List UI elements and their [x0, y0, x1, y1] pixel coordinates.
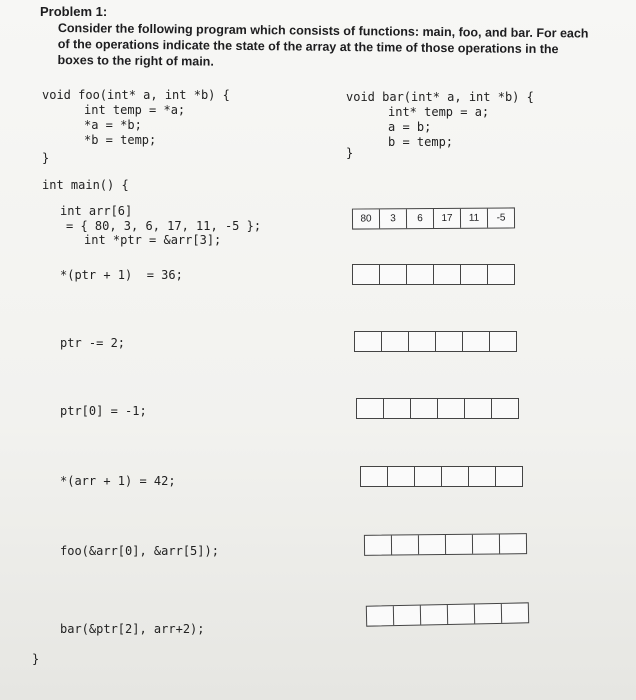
array-cell[interactable] — [473, 534, 500, 553]
array-cell[interactable] — [384, 399, 411, 418]
main-op-2: ptr -= 2; — [60, 336, 126, 350]
main-op-1: *(ptr + 1) = 36; — [60, 268, 183, 282]
array-cell: 6 — [407, 209, 434, 228]
array-answer-boxes-4[interactable] — [360, 466, 523, 487]
foo-close-brace: } — [42, 151, 50, 165]
array-cell[interactable] — [448, 604, 475, 624]
array-cell[interactable] — [353, 265, 380, 284]
main-op-5: foo(&arr[0], &arr[5]); — [60, 544, 219, 558]
array-cell: -5 — [496, 212, 506, 224]
problem-description: Consider the following program which consists of functions: main, foo, and bar. For each of the operations indicate the state of the array at the time of those operations in the boxes to the right of main. — [57, 20, 589, 69]
array-cell[interactable] — [382, 332, 409, 351]
bar-line-2: a = b; — [388, 120, 432, 134]
foo-line-2: *a = *b; — [84, 118, 142, 132]
array-cell[interactable] — [442, 467, 469, 486]
array-cell[interactable] — [409, 332, 436, 351]
array-cell[interactable] — [436, 332, 463, 351]
bar-line-1: int* temp = a; — [388, 105, 490, 119]
array-cell[interactable] — [500, 534, 526, 553]
array-cell[interactable] — [490, 332, 516, 351]
array-cell[interactable] — [392, 535, 419, 554]
array-cell[interactable] — [438, 399, 465, 418]
array-answer-boxes-6[interactable] — [366, 602, 529, 626]
array-cell[interactable] — [380, 265, 407, 284]
array-cell[interactable] — [463, 332, 490, 351]
main-op-3: ptr[0] = -1; — [60, 404, 147, 418]
array-cell[interactable] — [492, 399, 518, 418]
array-cell[interactable] — [446, 535, 473, 554]
array-answer-boxes-1[interactable] — [352, 264, 515, 285]
array-initial-boxes — [352, 207, 515, 229]
foo-line-3: *b = temp; — [84, 133, 157, 147]
array-cell[interactable] — [355, 332, 382, 351]
array-cell[interactable] — [367, 606, 394, 626]
array-cell[interactable] — [502, 603, 528, 623]
main-op-6: bar(&ptr[2], arr+2); — [60, 622, 205, 636]
array-cell[interactable] — [411, 399, 438, 418]
problem-title: Problem 1: — [40, 4, 108, 19]
array-cell: 80 — [353, 209, 380, 228]
main-signature: int main() { — [42, 178, 129, 192]
array-cell[interactable] — [496, 467, 522, 486]
bar-close-brace: } — [346, 146, 354, 160]
array-cell[interactable] — [388, 467, 415, 486]
array-cell[interactable] — [394, 606, 421, 626]
main-close-brace: } — [32, 652, 40, 666]
foo-line-1: int temp = *a; — [84, 103, 186, 117]
array-answer-boxes-2[interactable] — [354, 331, 517, 352]
array-cell[interactable] — [475, 604, 502, 624]
array-cell[interactable] — [415, 467, 442, 486]
array-cell: 17 — [434, 209, 461, 228]
main-decl-3: int *ptr = &arr[3]; — [84, 233, 222, 247]
main-decl-2: = { 80, 3, 6, 17, 11, -5 }; — [66, 219, 262, 233]
array-cell[interactable] — [365, 536, 392, 555]
array-cell[interactable] — [361, 467, 388, 486]
array-cell[interactable] — [407, 265, 434, 284]
array-cell[interactable] — [465, 399, 492, 418]
array-answer-boxes-3[interactable] — [356, 398, 519, 419]
main-decl-1: int arr[6] — [60, 204, 133, 218]
array-cell[interactable] — [421, 605, 448, 625]
bar-signature: void bar(int* a, int *b) { — [346, 90, 534, 104]
array-cell[interactable] — [469, 467, 496, 486]
bar-line-3: b = temp; — [388, 135, 454, 149]
main-op-4: *(arr + 1) = 42; — [60, 474, 176, 488]
array-cell: 3 — [380, 209, 407, 228]
foo-signature: void foo(int* a, int *b) { — [42, 88, 230, 102]
array-answer-boxes-5[interactable] — [364, 533, 527, 556]
array-cell[interactable] — [357, 399, 384, 418]
array-cell[interactable] — [434, 265, 461, 284]
array-cell[interactable] — [461, 265, 488, 284]
array-cell: 11 — [461, 209, 488, 228]
array-cell[interactable] — [488, 265, 514, 284]
array-cell[interactable] — [419, 535, 446, 554]
